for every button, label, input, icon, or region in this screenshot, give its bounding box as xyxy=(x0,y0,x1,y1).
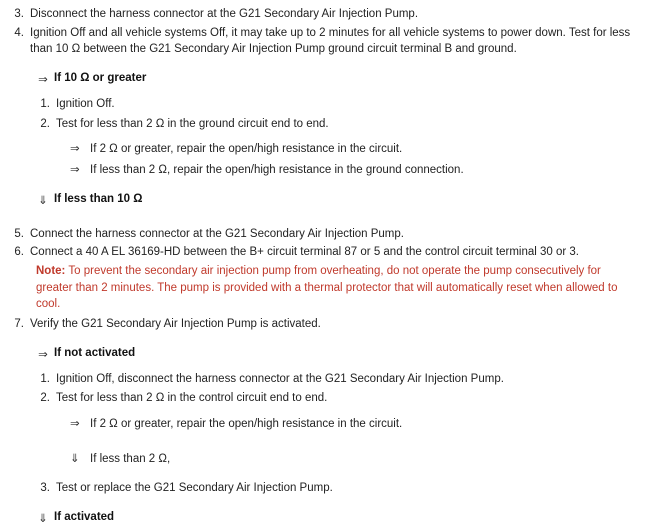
result-item xyxy=(70,141,640,158)
result-text: If less than 2 Ω, repair the open/high resistance in the ground connection. xyxy=(90,164,464,177)
note-text: To prevent the secondary air injection pump from overheating, do not operate the pump consecutively for greater than 2 minutes. The pump is provided with a thermal protector that will automatically reset when allowed to cool. xyxy=(36,265,618,311)
branch-label: If activated xyxy=(54,511,115,524)
branch-not-activated-substeps-2 xyxy=(34,480,640,497)
warning-note xyxy=(36,263,640,313)
substep-number: 3. xyxy=(40,482,50,495)
result-item xyxy=(70,416,640,433)
step-5-number: 5. xyxy=(14,227,24,240)
branch-not-activated-substeps xyxy=(34,371,640,407)
substep-text: Test or replace the G21 Secondary Air Injection Pump. xyxy=(56,482,333,495)
branch-if-activated xyxy=(32,511,640,525)
step-7-text: Verify the G21 Secondary Air Injection Pump is activated. xyxy=(30,318,321,331)
branch-label: If not activated xyxy=(54,346,136,359)
right-arrow-icon: ⇒ xyxy=(70,418,80,431)
step-4 xyxy=(10,25,640,58)
right-arrow-icon: ⇒ xyxy=(38,348,48,361)
substep xyxy=(34,371,640,388)
substep xyxy=(34,480,640,497)
right-arrow-icon: ⇒ xyxy=(70,143,80,156)
result-text: If 2 Ω or greater, repair the open/high resistance in the circuit. xyxy=(90,418,403,431)
branch-not-activated-results xyxy=(70,416,640,433)
branch-ge-10-substeps xyxy=(34,96,640,132)
branch-if-10-ohm-or-greater xyxy=(32,72,640,86)
substep-number: 1. xyxy=(40,98,50,111)
step-7-number: 7. xyxy=(14,318,24,331)
branch-not-activated-results-2 xyxy=(70,451,640,468)
step-7 xyxy=(10,316,640,333)
substep-number: 1. xyxy=(40,372,50,385)
step-3-text: Disconnect the harness connector at the G21 Secondary Air Injection Pump. xyxy=(30,8,419,20)
down-arrow-icon: ⇓ xyxy=(70,452,80,465)
result-text: If 2 Ω or greater, repair the open/high resistance in the circuit. xyxy=(90,143,403,156)
down-arrow-icon: ⇓ xyxy=(38,513,48,525)
substep xyxy=(34,116,640,133)
branch-if-not-activated xyxy=(32,347,640,361)
step-3-number: 3. xyxy=(14,8,24,20)
result-item xyxy=(70,162,640,179)
substep xyxy=(34,390,640,407)
right-arrow-icon: ⇒ xyxy=(70,164,80,177)
substep-text: Ignition Off. xyxy=(56,98,115,111)
substep-number: 2. xyxy=(40,392,50,405)
note-label: Note: xyxy=(36,265,66,278)
result-item xyxy=(70,451,640,468)
step-6-number: 6. xyxy=(14,246,24,259)
substep-text: Ignition Off, disconnect the harness connector at the G21 Secondary Air Injection Pump. xyxy=(56,372,504,385)
right-arrow-icon: ⇒ xyxy=(38,74,48,87)
substep-text: Test for less than 2 Ω in the control circuit end to end. xyxy=(56,392,328,405)
result-text: If less than 2 Ω, xyxy=(90,452,171,465)
step-5-text: Connect the harness connector at the G21 Secondary Air Injection Pump. xyxy=(30,227,404,240)
substep-text: Test for less than 2 Ω in the ground circuit end to end. xyxy=(56,117,329,130)
substep-number: 2. xyxy=(40,117,50,130)
branch-if-less-than-10-ohm xyxy=(32,193,640,207)
step-4-text: Ignition Off and all vehicle systems Off, it may take up to 2 minutes for all vehicle systems to power down. Test for less than 10 Ω between the G21 Secondary Air Injection Pump ground circuit terminal B and ground. xyxy=(30,26,631,56)
branch-label: If 10 Ω or greater xyxy=(54,72,147,85)
step-6 xyxy=(10,244,640,261)
substep xyxy=(34,96,640,113)
step-4-number: 4. xyxy=(14,26,24,39)
step-5 xyxy=(10,226,640,243)
step-3 xyxy=(10,6,640,23)
branch-label: If less than 10 Ω xyxy=(54,192,143,205)
branch-ge-10-results xyxy=(70,141,640,178)
down-arrow-icon: ⇓ xyxy=(38,194,48,207)
step-6-text: Connect a 40 A EL 36169-HD between the B+ circuit terminal 87 or 5 and the control circuit terminal 30 or 3. xyxy=(30,246,580,259)
